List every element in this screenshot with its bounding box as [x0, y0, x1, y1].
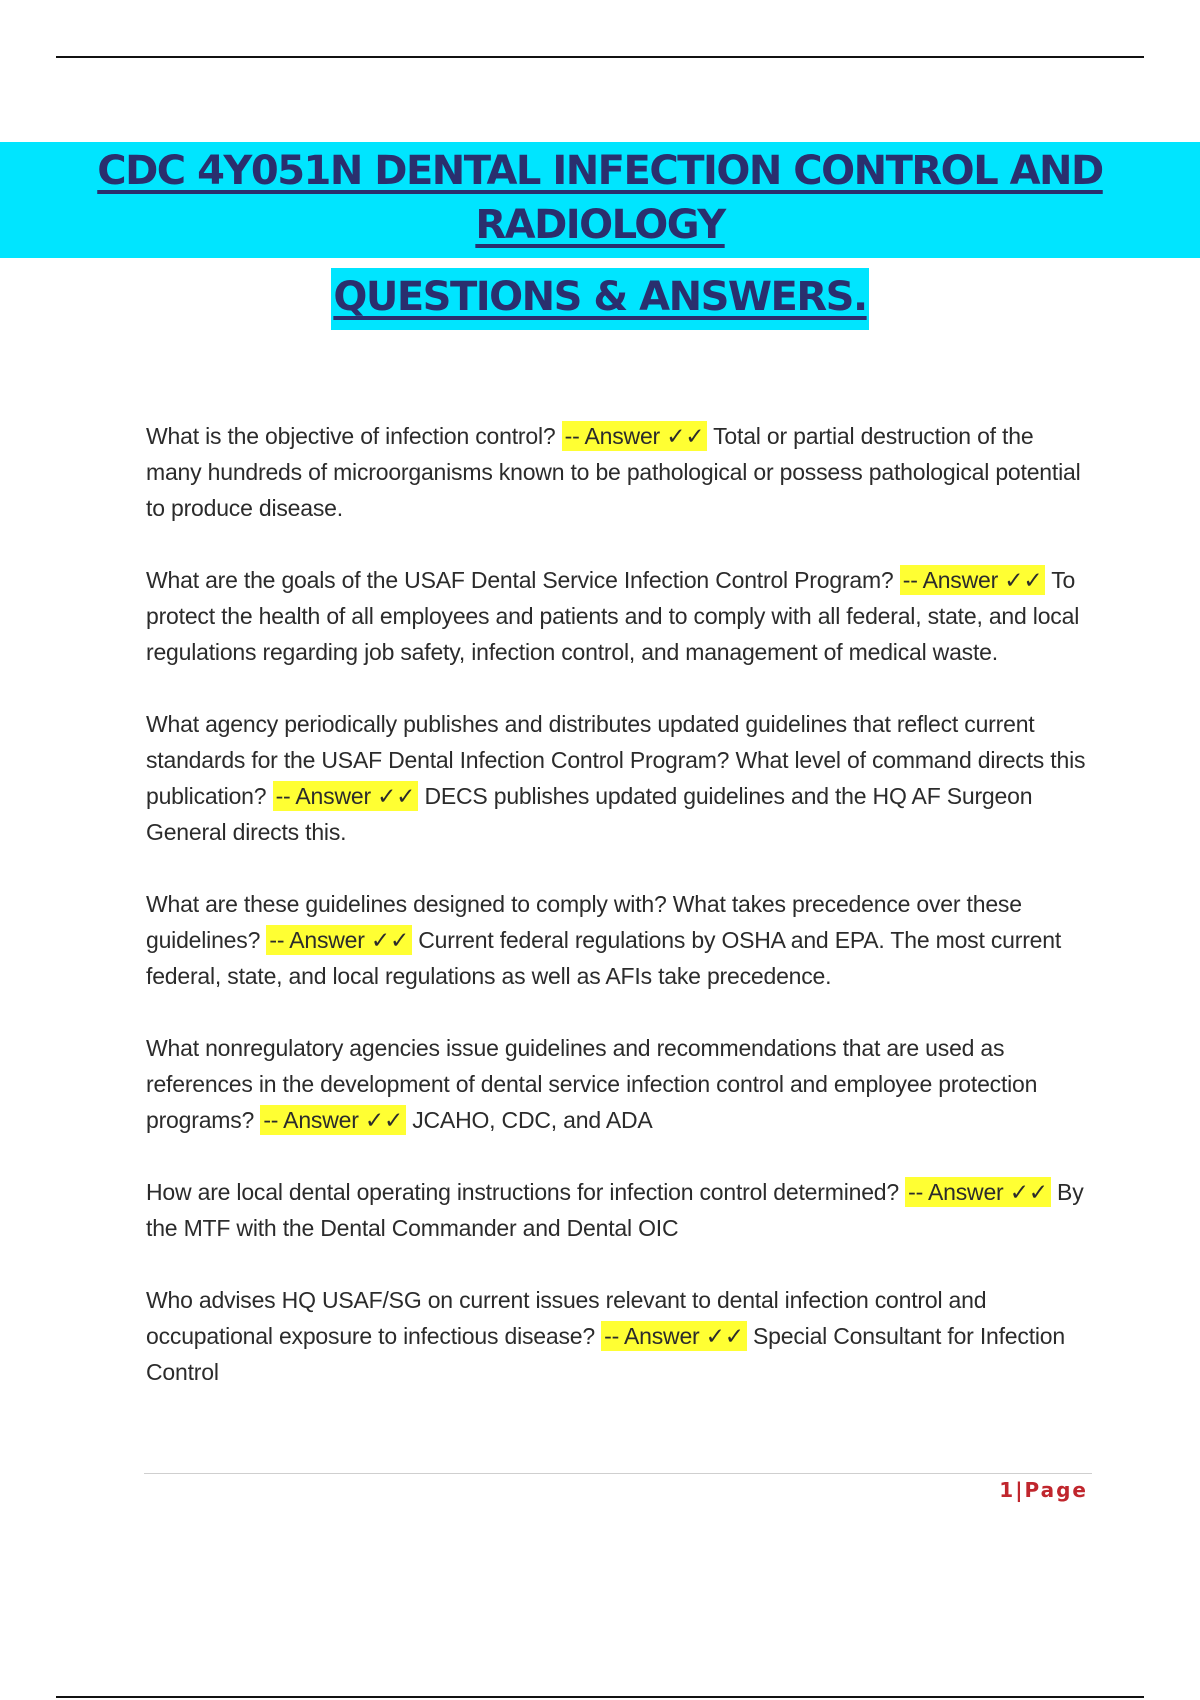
qa-item	[146, 1174, 1092, 1246]
answer-text: DECS publishes updated guidelines and the HQ AF Surgeon General directs this.	[146, 783, 1033, 845]
top-rule	[56, 56, 1144, 58]
answer-marker: -- Answer ✓✓	[905, 1177, 1051, 1207]
question-text: Who advises HQ USAF/SG on current issues relevant to dental infection control and occupational exposure to infectious disease?	[146, 1287, 987, 1349]
footer-rule	[144, 1473, 1092, 1474]
answer-text: Special Consultant for Infection Control	[146, 1323, 1065, 1385]
question-text: What agency periodically publishes and distributes updated guidelines that reflect current standards for the USAF Dental Infection Control Program? What level of command directs this publication?	[146, 711, 1086, 809]
qa-item	[146, 886, 1092, 994]
bottom-rule	[56, 1696, 1144, 1698]
answer-text: By the MTF with the Dental Commander and Dental OIC	[146, 1179, 1084, 1241]
qa-list	[146, 418, 1092, 1426]
answer-text: Total or partial destruction of the many hundreds of microorganisms known to be pathological or possess pathological potential to produce disease.	[146, 423, 1081, 521]
answer-marker: -- Answer ✓✓	[562, 421, 708, 451]
page-number: 1|Page	[999, 1478, 1088, 1502]
answer-text: JCAHO, CDC, and ADA	[412, 1107, 653, 1133]
question-text: What are the goals of the USAF Dental Service Infection Control Program?	[146, 567, 894, 593]
qa-item	[146, 1282, 1092, 1390]
qa-item	[146, 706, 1092, 850]
qa-item	[146, 1030, 1092, 1138]
answer-marker: -- Answer ✓✓	[273, 781, 419, 811]
answer-marker: -- Answer ✓✓	[260, 1105, 406, 1135]
answer-marker: -- Answer ✓✓	[900, 565, 1046, 595]
qa-item	[146, 418, 1092, 526]
question-text: How are local dental operating instructions for infection control determined?	[146, 1179, 899, 1205]
question-text: What are these guidelines designed to comply with? What takes precedence over these guidelines?	[146, 891, 1022, 953]
question-text: What is the objective of infection control?	[146, 423, 556, 449]
document-title	[0, 142, 1200, 330]
answer-marker: -- Answer ✓✓	[266, 925, 412, 955]
answer-text: To protect the health of all employees and patients and to comply with all federal, state, and local regulations regarding job safety, infection control, and management of medical waste.	[146, 567, 1080, 665]
title-line-2: QUESTIONS & ANSWERS.	[331, 268, 868, 330]
answer-text: Current federal regulations by OSHA and EPA. The most current federal, state, and local regulations as well as AFIs take precedence.	[146, 927, 1062, 989]
title-line-1: CDC 4Y051N DENTAL INFECTION CONTROL AND RADIOLOGY	[0, 142, 1200, 258]
qa-item	[146, 562, 1092, 670]
question-text: What nonregulatory agencies issue guidelines and recommendations that are used as references in the development of dental service infection control and employee protection programs?	[146, 1035, 1038, 1133]
answer-marker: -- Answer ✓✓	[601, 1321, 747, 1351]
